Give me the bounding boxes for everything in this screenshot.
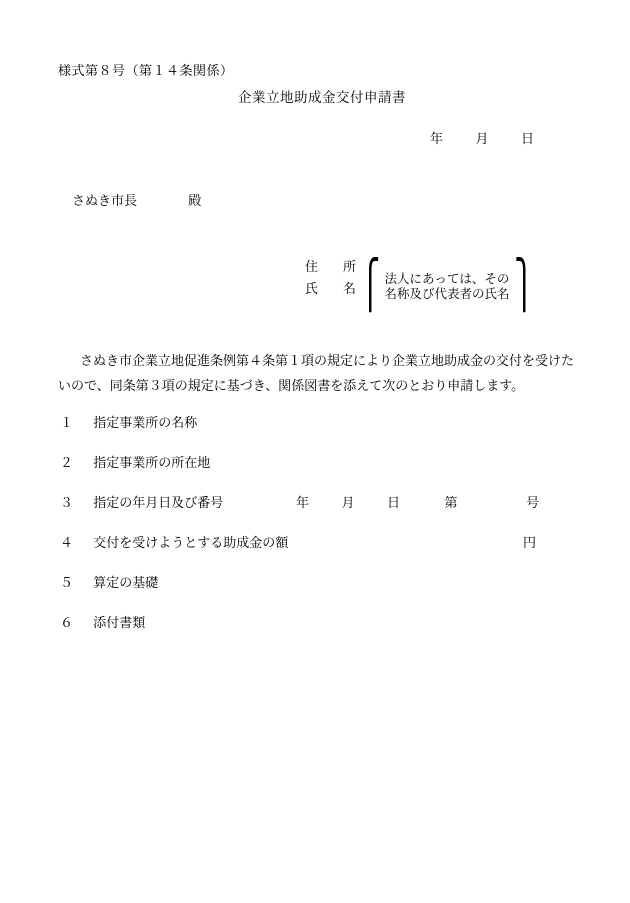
addressee-name: さぬき市長 [72, 193, 138, 208]
item-number: ５ [60, 575, 74, 590]
item-number: ４ [60, 535, 74, 550]
body-paragraph-text: さぬき市企業立地促進条例第４条第１項の規定により企業立地助成金の交付を受けたいので、同条第３項の規定に基づき、関係図書を添えて次のとおり申請します。 [58, 353, 575, 393]
list-item [58, 572, 578, 612]
item-label: 指定事業所の所在地 [93, 455, 211, 470]
list-item [58, 452, 578, 492]
body-paragraph [58, 348, 574, 398]
item-label: 添付書類 [93, 615, 146, 630]
date-year-label: 年 [430, 131, 444, 146]
addressee-honorific: 殿 [188, 193, 202, 208]
item-number: ３ [60, 495, 74, 510]
items-list [58, 412, 578, 652]
corporate-note-text [382, 272, 513, 302]
date-month-label: 月 [475, 131, 489, 146]
item-number: ２ [60, 455, 74, 470]
item-number: ６ [60, 615, 74, 630]
item-label: 指定事業所の名称 [93, 415, 198, 430]
date-line [430, 128, 534, 147]
corporate-note-line2: 名称及び代表者の氏名 [384, 287, 510, 301]
form-number: 様式第８号（第１４条関係） [58, 63, 234, 78]
item-label: 算定の基礎 [93, 575, 159, 590]
designation-month-label: 月 [341, 495, 355, 510]
date-day-label: 日 [521, 131, 535, 146]
amount-unit-label: 円 [523, 535, 537, 550]
document-title: 企業立地助成金交付申請書 [238, 90, 406, 105]
applicant-address-label: 住 所 [305, 258, 363, 274]
brace-left-icon: ⎧ [360, 258, 381, 313]
corporate-note-line1: 法人にあっては、その [384, 272, 510, 286]
list-item [58, 612, 578, 652]
addressee [72, 190, 201, 209]
item-designation-date-fields [296, 492, 539, 511]
list-item [58, 532, 578, 572]
applicant-block [305, 254, 535, 313]
item-number: １ [60, 415, 74, 430]
designation-number-prefix: 第 [444, 495, 458, 510]
list-item [58, 492, 578, 532]
corporate-note [359, 258, 535, 313]
item-label: 交付を受けようとする助成金の額 [93, 535, 289, 550]
item-label: 指定の年月日及び番号 [93, 495, 224, 510]
list-item [58, 412, 578, 452]
designation-number-suffix: 号 [526, 495, 540, 510]
designation-year-label: 年 [296, 495, 310, 510]
applicant-name-label: 氏 名 [305, 280, 363, 296]
designation-day-label: 日 [387, 495, 401, 510]
brace-right-icon: ⎫ [513, 258, 534, 313]
